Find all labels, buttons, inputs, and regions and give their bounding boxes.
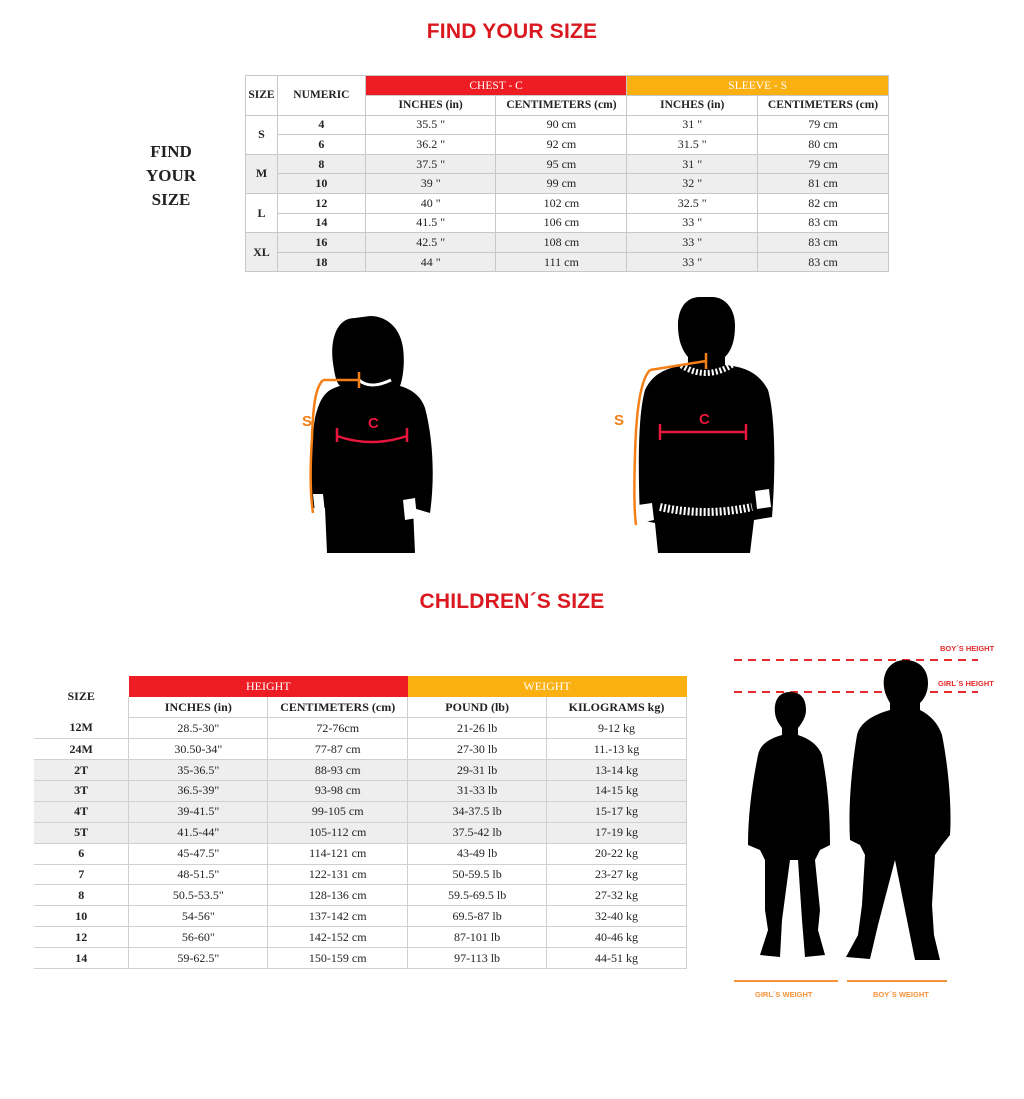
children-size-title: CHILDREN´S SIZE <box>419 590 605 613</box>
size-cell: 12M <box>34 718 129 739</box>
chest-in-cell: 42.5 " <box>365 233 496 253</box>
cm-cell: 150-159 cm <box>268 948 408 969</box>
sleeve-measure-label-woman: S <box>302 413 313 430</box>
kg-cell: 32-40 kg <box>547 906 687 927</box>
chest-in-cell: 44 " <box>365 252 496 272</box>
col-header-size: SIZE <box>246 76 278 116</box>
chest-in-cell: 39 " <box>365 174 496 194</box>
cm-cell: 114-121 cm <box>268 843 408 864</box>
size-cell: 12 <box>34 927 129 948</box>
table-row <box>246 154 889 174</box>
in-cell: 56-60" <box>129 927 268 948</box>
table-row <box>34 927 687 948</box>
chest-cm-cell: 108 cm <box>496 233 627 253</box>
col-header-weight-kg: KILOGRAMS kg) <box>547 697 687 718</box>
size-cell: XL <box>246 233 278 272</box>
lb-cell: 31-33 lb <box>408 780 547 801</box>
table-row <box>246 135 889 155</box>
cm-cell: 72-76cm <box>268 718 408 739</box>
children-height-illustration <box>730 655 990 985</box>
sleeve-in-cell: 31 " <box>627 154 758 174</box>
group-header-sleeve: SLEEVE - S <box>627 76 889 96</box>
size-cell: L <box>246 193 278 232</box>
size-cell: 8 <box>34 885 129 906</box>
sleeve-cm-cell: 83 cm <box>758 213 889 233</box>
side-label-line: SIZE <box>151 190 191 209</box>
sleeve-in-cell: 33 " <box>627 233 758 253</box>
numeric-cell: 16 <box>277 233 365 253</box>
size-cell: 14 <box>34 948 129 969</box>
table-row <box>34 843 687 864</box>
size-cell: 10 <box>34 906 129 927</box>
in-cell: 35-36.5" <box>129 760 268 781</box>
in-cell: 36.5-39" <box>129 780 268 801</box>
chest-cm-cell: 92 cm <box>496 135 627 155</box>
page-title: FIND YOUR SIZE <box>426 20 598 43</box>
table-row <box>34 801 687 822</box>
kg-cell: 44-51 kg <box>547 948 687 969</box>
table-row <box>34 780 687 801</box>
in-cell: 45-47.5" <box>129 843 268 864</box>
chest-cm-cell: 99 cm <box>496 174 627 194</box>
kg-cell: 13-14 kg <box>547 760 687 781</box>
size-cell: 24M <box>34 739 129 760</box>
in-cell: 28.5-30" <box>129 718 268 739</box>
lb-cell: 69.5-87 lb <box>408 906 547 927</box>
sleeve-measure-label-man: S <box>614 412 625 429</box>
table-row <box>34 822 687 843</box>
size-cell: 6 <box>34 843 129 864</box>
col-header-height-cm: CENTIMETERS (cm) <box>268 697 408 718</box>
group-header-weight: WEIGHT <box>408 676 687 697</box>
chest-in-cell: 37.5 " <box>365 154 496 174</box>
size-cell: 5T <box>34 822 129 843</box>
kg-cell: 15-17 kg <box>547 801 687 822</box>
boys-weight-label: BOY´S WEIGHT <box>873 990 929 999</box>
in-cell: 50.5-53.5" <box>129 885 268 906</box>
numeric-cell: 14 <box>277 213 365 233</box>
col-header-chest-inches: INCHES (in) <box>365 96 496 116</box>
chest-cm-cell: 95 cm <box>496 154 627 174</box>
size-cell: 7 <box>34 864 129 885</box>
table-row <box>34 760 687 781</box>
lb-cell: 50-59.5 lb <box>408 864 547 885</box>
sleeve-cm-cell: 82 cm <box>758 193 889 213</box>
side-label-line: YOUR <box>145 166 197 185</box>
table-row <box>246 115 889 135</box>
kg-cell: 11.-13 kg <box>547 739 687 760</box>
table-row <box>246 193 889 213</box>
chest-cm-cell: 111 cm <box>496 252 627 272</box>
lb-cell: 29-31 lb <box>408 760 547 781</box>
kg-cell: 23-27 kg <box>547 864 687 885</box>
chest-in-cell: 35.5 " <box>365 115 496 135</box>
col-header-height-inches: INCHES (in) <box>129 697 268 718</box>
cm-cell: 99-105 cm <box>268 801 408 822</box>
lb-cell: 43-49 lb <box>408 843 547 864</box>
chest-cm-cell: 102 cm <box>496 193 627 213</box>
numeric-cell: 18 <box>277 252 365 272</box>
size-cell: M <box>246 154 278 193</box>
col-header-numeric: NUMERIC <box>277 76 365 116</box>
sleeve-cm-cell: 83 cm <box>758 233 889 253</box>
col-header-sleeve-cm: CENTIMETERS (cm) <box>758 96 889 116</box>
col-header-weight-lb: POUND (lb) <box>408 697 547 718</box>
table-row <box>34 906 687 927</box>
in-cell: 48-51.5" <box>129 864 268 885</box>
in-cell: 41.5-44" <box>129 822 268 843</box>
find-your-size-label <box>132 140 210 212</box>
col-header-chest-cm: CENTIMETERS (cm) <box>496 96 627 116</box>
kg-cell: 40-46 kg <box>547 927 687 948</box>
group-header-height: HEIGHT <box>129 676 408 697</box>
col-header-sleeve-inches: INCHES (in) <box>627 96 758 116</box>
cm-cell: 77-87 cm <box>268 739 408 760</box>
kg-cell: 27-32 kg <box>547 885 687 906</box>
cm-cell: 137-142 cm <box>268 906 408 927</box>
chest-measure-label-man: C <box>699 411 710 428</box>
sleeve-cm-cell: 80 cm <box>758 135 889 155</box>
table-row <box>246 213 889 233</box>
sleeve-cm-cell: 79 cm <box>758 115 889 135</box>
cm-cell: 93-98 cm <box>268 780 408 801</box>
table-row <box>34 885 687 906</box>
size-cell: 4T <box>34 801 129 822</box>
sleeve-in-cell: 32 " <box>627 174 758 194</box>
table-row <box>246 174 889 194</box>
numeric-cell: 8 <box>277 154 365 174</box>
cm-cell: 88-93 cm <box>268 760 408 781</box>
sleeve-cm-cell: 81 cm <box>758 174 889 194</box>
lb-cell: 27-30 lb <box>408 739 547 760</box>
side-label-line: FIND <box>150 142 192 161</box>
in-cell: 54-56" <box>129 906 268 927</box>
numeric-cell: 4 <box>277 115 365 135</box>
kg-cell: 14-15 kg <box>547 780 687 801</box>
sleeve-cm-cell: 83 cm <box>758 252 889 272</box>
kg-cell: 9-12 kg <box>547 718 687 739</box>
in-cell: 39-41.5" <box>129 801 268 822</box>
lb-cell: 21-26 lb <box>408 718 547 739</box>
chest-cm-cell: 90 cm <box>496 115 627 135</box>
table-row <box>34 864 687 885</box>
lb-cell: 37.5-42 lb <box>408 822 547 843</box>
in-cell: 30.50-34" <box>129 739 268 760</box>
cm-cell: 142-152 cm <box>268 927 408 948</box>
children-size-table <box>34 676 687 969</box>
sleeve-in-cell: 32.5 " <box>627 193 758 213</box>
chest-cm-cell: 106 cm <box>496 213 627 233</box>
sleeve-in-cell: 31.5 " <box>627 135 758 155</box>
size-cell: S <box>246 115 278 154</box>
size-cell: 2T <box>34 760 129 781</box>
table-row <box>34 739 687 760</box>
size-cell: 3T <box>34 780 129 801</box>
kg-cell: 17-19 kg <box>547 822 687 843</box>
table-row <box>34 948 687 969</box>
sleeve-in-cell: 33 " <box>627 252 758 272</box>
chest-in-cell: 36.2 " <box>365 135 496 155</box>
girls-weight-label: GIRL´S WEIGHT <box>755 990 813 999</box>
chest-in-cell: 40 " <box>365 193 496 213</box>
numeric-cell: 10 <box>277 174 365 194</box>
group-header-chest: CHEST - C <box>365 76 627 96</box>
adult-size-table <box>245 75 889 272</box>
lb-cell: 34-37.5 lb <box>408 801 547 822</box>
numeric-cell: 12 <box>277 193 365 213</box>
chest-in-cell: 41.5 " <box>365 213 496 233</box>
sleeve-in-cell: 31 " <box>627 115 758 135</box>
table-row <box>246 233 889 253</box>
lb-cell: 59.5-69.5 lb <box>408 885 547 906</box>
kg-cell: 20-22 kg <box>547 843 687 864</box>
lb-cell: 87-101 lb <box>408 927 547 948</box>
cm-cell: 128-136 cm <box>268 885 408 906</box>
table-row <box>34 718 687 739</box>
chest-measure-label-woman: C <box>368 415 379 432</box>
numeric-cell: 6 <box>277 135 365 155</box>
sleeve-cm-cell: 79 cm <box>758 154 889 174</box>
girls-height-label: GIRL´S HEIGHT <box>938 679 994 688</box>
sleeve-in-cell: 33 " <box>627 213 758 233</box>
table-row <box>246 252 889 272</box>
in-cell: 59-62.5" <box>129 948 268 969</box>
cm-cell: 105-112 cm <box>268 822 408 843</box>
col-header-size: SIZE <box>67 689 95 704</box>
cm-cell: 122-131 cm <box>268 864 408 885</box>
lb-cell: 97-113 lb <box>408 948 547 969</box>
boys-height-label: BOY´S HEIGHT <box>940 644 995 653</box>
